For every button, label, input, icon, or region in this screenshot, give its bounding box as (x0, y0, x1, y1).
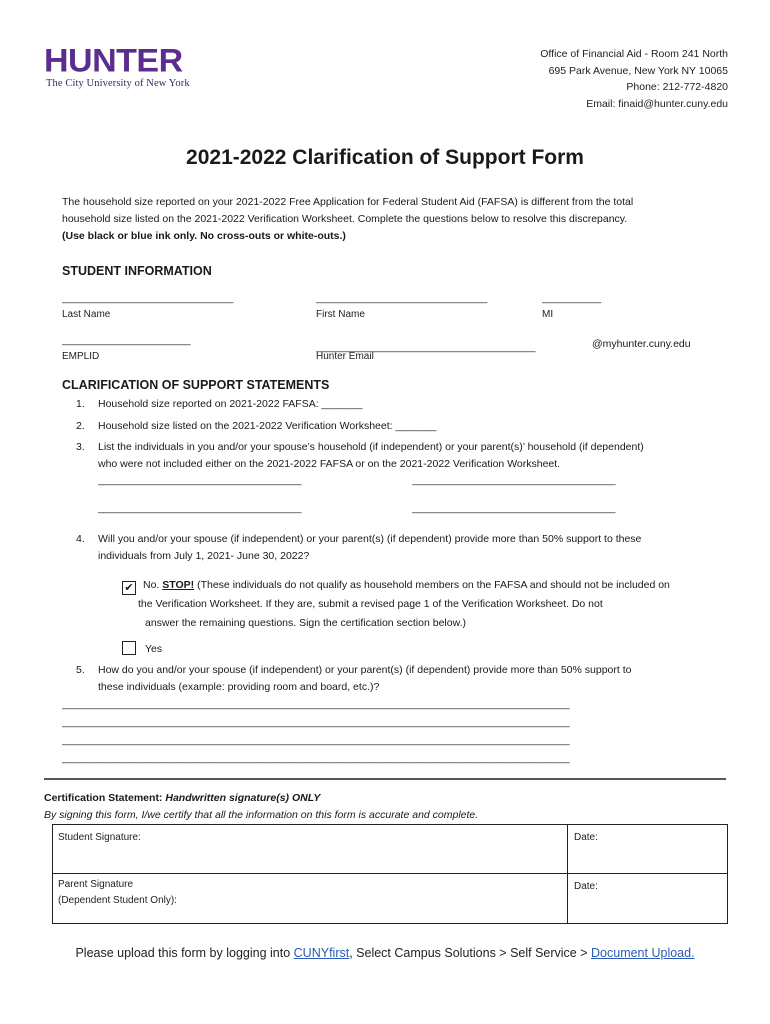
student-info-heading: STUDENT INFORMATION (62, 264, 212, 278)
first-name-label: First Name (316, 309, 365, 320)
question-5-line-1: How do you and/or your spouse (if independent) or your parent(s) (if dependent) provide more than 50% support to (98, 664, 632, 676)
question-5-line-2: these individuals (example: providing room and board, etc.)? (98, 681, 380, 693)
mi-field[interactable]: ___________ (542, 292, 601, 304)
student-date-label[interactable]: Date: (574, 832, 598, 843)
question-1: Household size reported on 2021-2022 FAFSA: _______ (98, 398, 363, 410)
individual-field[interactable]: ______________________________________ (412, 502, 615, 514)
hunter-logo: HUNTER (44, 42, 183, 80)
last-name-label: Last Name (62, 309, 111, 320)
checkmark-icon: ✔ (122, 581, 136, 595)
hunter-email-field[interactable]: _________________________________________ (316, 341, 535, 353)
hunter-email-label: Hunter Email (316, 351, 374, 362)
intro-instruction: (Use black or blue ink only. No cross-outs or white-outs.) (62, 230, 346, 242)
certification-heading-note: Handwritten signature(s) ONLY (165, 792, 321, 804)
office-line: Phone: 212-772-4820 (626, 81, 728, 93)
intro-line-1: The household size reported on your 2021-2022 Free Application for Federal Student Aid (FAFSA) is different from the total (62, 196, 634, 208)
parent-date-label[interactable]: Date: (574, 881, 598, 892)
office-line: Office of Financial Aid - Room 241 North (540, 48, 728, 60)
individual-field[interactable]: ______________________________________ (412, 474, 615, 486)
student-signature-row (53, 825, 727, 874)
first-name-field[interactable]: ________________________________ (316, 292, 487, 304)
certification-heading (44, 790, 320, 807)
section-divider (44, 778, 726, 780)
answer-line[interactable]: _______________________________________________________________________________________________ (62, 734, 570, 746)
statements-heading: CLARIFICATION OF SUPPORT STATEMENTS (62, 378, 330, 392)
question-3-line-2: who were not included either on the 2021-2022 FAFSA or on the 2021-2022 Verification Worksheet. (98, 458, 561, 470)
item-number: 4. (76, 533, 85, 545)
document-upload-link[interactable]: Document Upload. (591, 946, 695, 960)
signature-table (52, 824, 728, 924)
yes-checkbox[interactable] (122, 641, 136, 660)
table-divider (567, 825, 568, 923)
certification-heading-label: Certification Statement: (44, 792, 163, 804)
intro-line-2: household size listed on the 2021-2022 Verification Worksheet. Complete the questions below to resolve this discrepancy. (62, 213, 628, 225)
answer-line[interactable]: _______________________________________________________________________________________________ (62, 752, 570, 764)
office-address (540, 46, 728, 112)
footer-prefix: Please upload this form by logging into (75, 946, 294, 960)
question-3-line-1: List the individuals in you and/or your spouse’s household (if independent) or your parent(s)’ household (if dependent) (98, 441, 644, 453)
no-option (143, 577, 670, 594)
individual-field[interactable]: ______________________________________ (98, 474, 301, 486)
upload-instructions (0, 946, 770, 960)
student-signature-label[interactable]: Student Signature: (58, 832, 141, 843)
no-explanation-line-3: answer the remaining questions. Sign the certification section below.) (145, 617, 467, 629)
parent-signature-label[interactable]: Parent Signature (58, 879, 134, 890)
answer-line[interactable]: _______________________________________________________________________________________________ (62, 698, 570, 710)
item-number: 1. (76, 398, 85, 410)
parent-signature-note: (Dependent Student Only): (58, 895, 177, 906)
mi-label: MI (542, 309, 554, 320)
page-title: 2021-2022 Clarification of Support Form (186, 146, 584, 169)
individual-field[interactable]: ______________________________________ (98, 502, 301, 514)
answer-line[interactable]: _______________________________________________________________________________________________ (62, 716, 570, 728)
question-4-line-2: individuals from July 1, 2021- June 30, 2022? (98, 550, 310, 562)
no-explanation-line-1: (These individuals do not qualify as household members on the FAFSA and should not be included on (197, 579, 670, 591)
footer-middle: , Select Campus Solutions > Self Service > (349, 946, 592, 960)
emplid-field[interactable]: ________________________ (62, 334, 191, 346)
item-number: 2. (76, 420, 85, 432)
item-number: 5. (76, 664, 85, 676)
office-line: 695 Park Avenue, New York NY 10065 (548, 64, 728, 77)
no-label: No. (143, 579, 160, 591)
hunter-logo-subtitle: The City University of New York (46, 78, 190, 89)
question-4-line-1: Will you and/or your spouse (if independent) or your parent(s) (if dependent) provide more than 50% support to these (98, 533, 642, 545)
cunyfirst-link[interactable]: CUNYfirst (293, 946, 350, 960)
certification-statement: By signing this form, I/we certify that all the information on this form is accurate and complete. (44, 809, 479, 821)
question-2: Household size listed on the 2021-2022 Verification Worksheet: _______ (98, 420, 437, 432)
yes-label: Yes (145, 643, 163, 655)
no-explanation-line-2: the Verification Worksheet. If they are, submit a revised page 1 of the Verification Worksheet. Do not (138, 598, 603, 610)
emplid-label: EMPLID (62, 351, 100, 362)
last-name-field[interactable]: ________________________________ (62, 292, 233, 304)
office-line: Email: finaid@hunter.cuny.edu (586, 97, 728, 110)
stop-label: STOP! (162, 579, 195, 591)
item-number: 3. (76, 441, 85, 453)
email-suffix: @myhunter.cuny.edu (592, 338, 691, 350)
no-checkbox[interactable] (122, 578, 136, 596)
